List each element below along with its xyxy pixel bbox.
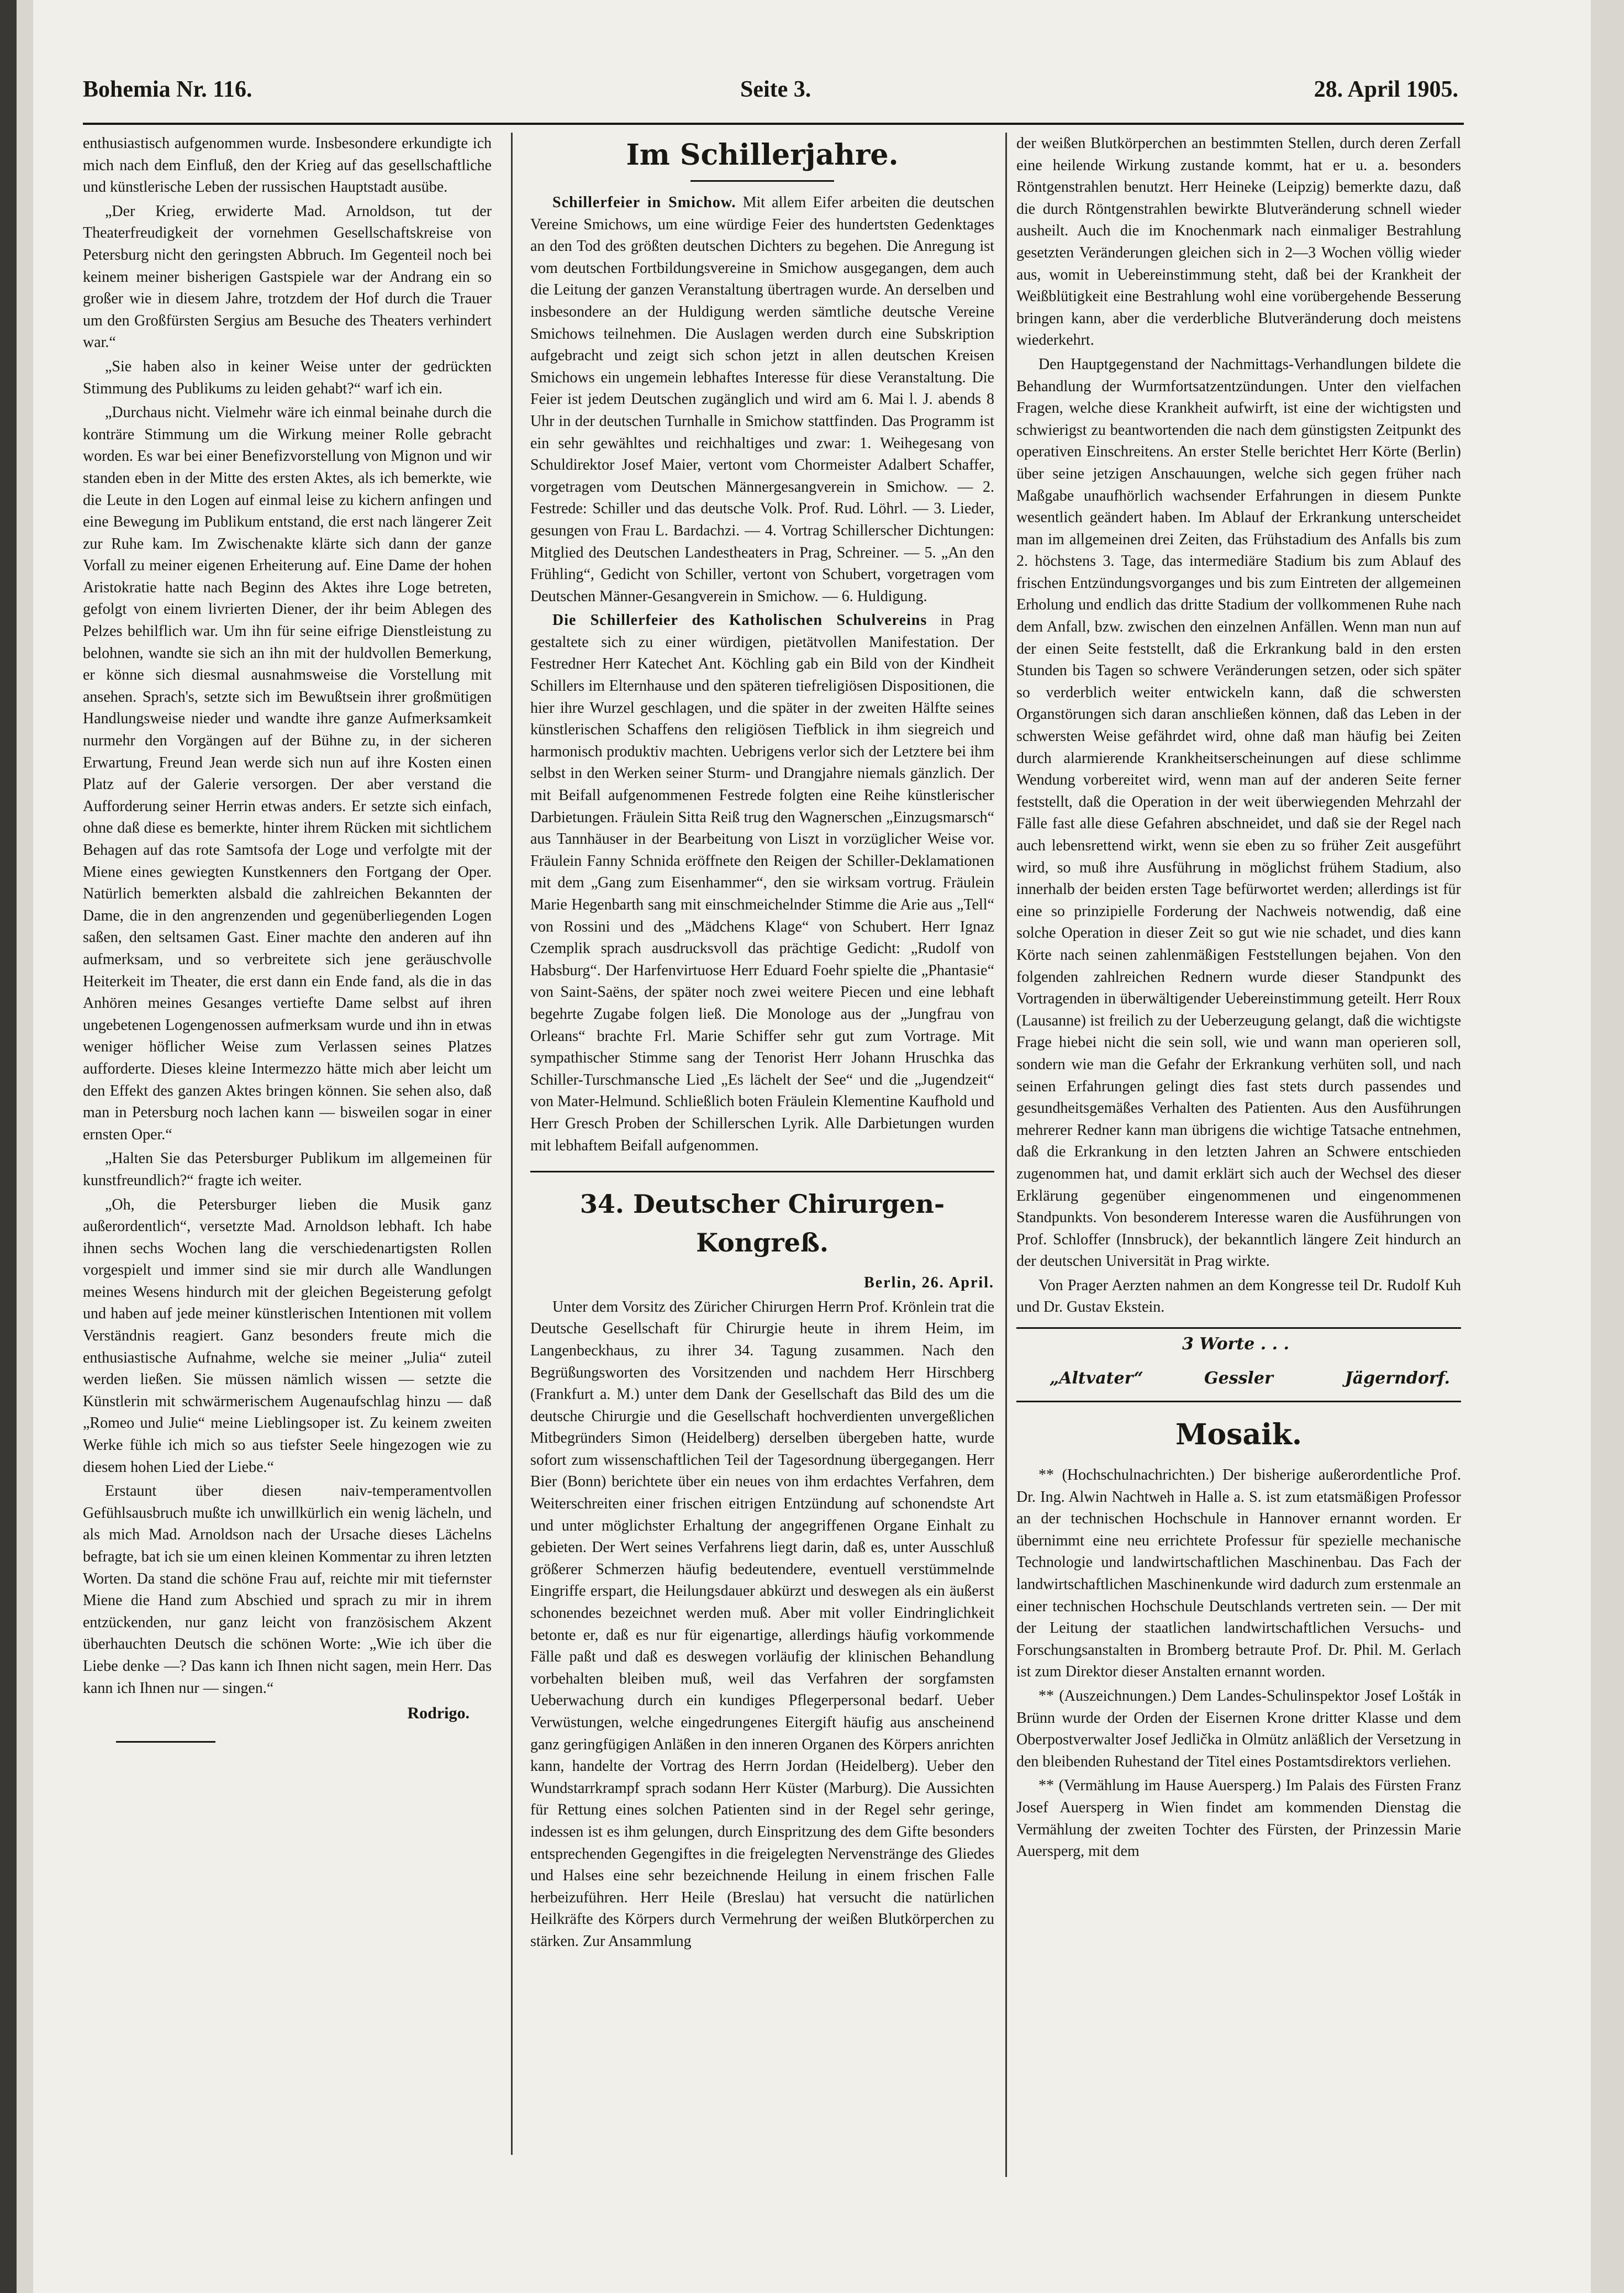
section-title-mosaik: Mosaik. (1175, 1418, 1303, 1452)
article-paragraph: enthusiastisch aufgenommen wurde. Insbesondere erkundigte ich mich nach dem Einfluß, den der Krieg auf das gesellschaftliche und künstlerische Leben der russischen Hauptstadt ausübe. (83, 135, 492, 196)
smichow-lead: Schillerfeier in Smichow. (552, 194, 736, 211)
section-title-kongress: 34. Deutscher Chirurgen-Kongreß. (579, 1189, 945, 1258)
kongress-paragraph: Den Hauptgegenstand der Nachmittags-Verhandlungen bildete die Behandlung der Wurmfortsatzentzündungen. Unter den vielfachen Fragen, welche diese Krankheit aufwirft, ist eine der wichtigsten und schwierigst zu beantwortenden die nach dem günstigsten Zeitpunkt des operativen Einschreitens. An erster Stelle berichtet Herr Körte (Berlin) über seine jetzigen Anschauungen, welche sich gegen früher nach Maßgabe unaufhörlich wachsender Erfahrungen in diesem Punkte wesentlich geändert haben. Im Ablauf der Erkrankung unterscheidet man im allgemeinen drei Zeiten, das Frühstadium des Anfalls bis zum 2. höchstens 3. Tage, das intermediäre Stadium bis zum Ablauf des frischen Entzündungsvorganges und bis zum Eintreten der allgemeinen Erholung und endlich das dritte Stadium der vollkommenen Ruhe nach dem Anfall, bzw. zwischen den einzelnen Anfällen. Wenn man nun auf der einen Seite feststellt, daß die Erkrankung bald in den ersten Stunden bis Tagen so schwere Veränderungen setzen, oder sich später so verderblich weiter entwickeln kann, daß die schwersten Organstörungen sich daran anschließen können, daß das Leben in der schwersten Weise gefährdet wird, ohne daß man häufig bei Zeiten durch alarmierende Krankheitserscheinungen auf diese schlimme Wendung vorbereitet wird, wenn man auf der anderen Seite ferner feststellt, daß die Operation in der weit überwiegenden Mehrzahl der Fälle fast alle diese Gefahren abschneidet, und daß sie der Regel nach auch lebensrettend wirkt, wenn sie eben zu so früher Zeit ausgeführt wird, so muß ihre Ausführung in möglichst frühem Stadium, also innerhalb der beiden ersten Tage befürwortet werden; allerdings ist für eine so prinzipielle Forderung der Nachweis notwendig, daß eine solche Operation in dieser Zeit so gut wie nie schadet, und dies kann Körte nach seinen zahlenmäßigen Feststellungen bejahen. Von den folgenden zahlreichen Rednern wurde dieser Standpunkt des Vortragenden in überwältigender Uebereinstimmung geteilt. Herr Roux (Lausanne) ist freilich zu der Ueberzeugung gelangt, daß die wichtigste Frage hiebei nicht die sein soll, wie und wann man operieren soll, sondern wie man die Gefahr der Erkrankung verhüten soll, und nach seinen Erfahrungen gelingt dies fast stets durch passendes und gesundheitsgemäßes Verhalten des Patienten. Aus den Ausführungen mehrerer Redner kann man übrigens die wichtige Tatsache entnehmen, daß die Erkrankung in den letzten Jahren an Schwere entschieden zugenommen hat, und damit erklärt sich auch der Wechsel des dieser Erklärung gegenüber eingenommenen und eingenommenen Standpunkts. Von besonderem Interesse waren die Ausführungen von Prof. Schloffer (Innsbruck), der bekanntlich längere Zeit hindurch an der deutschen Universität in Prag wirkte. (1016, 355, 1461, 1270)
header-rule (83, 123, 1464, 125)
column-3 (1016, 133, 1461, 2221)
article-paragraph: „Oh, die Petersburger lieben die Musik ganz außerordentlich“, versetzte Mad. Arnoldson lebhaft. Ich habe ihnen sechs Wochen lang die verschiedenartigsten Rollen vorgespielt und immer sind sie mir durch alle Wandlungen meines Wesens hindurch mit der gleichen Begeisterung gefolgt und haben auf jede meiner künstlerischen Intentionen mit vollem Verständnis reagiert. Ganz besonders freute mich die enthusiastische Aufnahme, welche sie meiner „Julia“ zuteil werden ließen. Sie müssen nämlich wissen — setzte die Künstlerin mit schwärmerischem Augenaufschlag hinzu — daß „Romeo und Julie“ meine Lieblingsoper ist. Zu keinem zweiten Werke fühle ich mich so aus tiefster Seele hingezogen wie zu diesem hohen Lied der Liebe.“ (83, 1196, 492, 1476)
mosaik-item: ** (Vermählung im Hause Auersperg.) Im Palais des Fürsten Franz Josef Auersperg in Wien findet am kommenden Dienstag die Vermählung der zweiten Tochter des Fürsten, der Prinzessin Marie Auersperg, mit dem (1016, 1777, 1461, 1860)
article-signature: Rodrigo. (407, 1704, 470, 1723)
article-paragraph: „Durchaus nicht. Vielmehr wäre ich einmal beinahe durch die konträre Stimmung um die Wirkung meiner Rolle gebracht worden. Es war bei einer Benefizvorstellung von Mignon und wir standen eben in der Mitte des ersten Aktes, als ich bemerkte, wie die Leute in den Logen auf einmal leise zu kichern anfingen und eine Bewegung im Publikum entstand, die erst nach längerer Zeit zur Ruhe kam. Im Zwischenakte klärte sich dann der ganze Vorfall zu meiner eigenen Erheiterung auf. Eine Dame der hohen Aristokratie hatte nach Beginn des Aktes ihre Loge betreten, gefolgt von einem livrierten Diener, der ihr beim Ablegen des Pelzes behilflich war. Um ihn für seine eifrige Dienstleistung zu belohnen, wandte sie sich an ihn mit der huldvollen Bemerkung, er könne sich diesmal ausnahmsweise die Vorstellung mit ansehen. Sprach's, setzte sich im Bewußtsein ihrer großmütigen Handlungsweise nieder und wandte ihre ganze Aufmerksamkeit nurmehr den Vorgängen auf der Bühne zu, in der sicheren Erwartung, Freund Jean werde sich nun auf ihre Kosten einen Platz auf der Galerie versorgen. Der aber verstand die Aufforderung seiner Herrin etwas anders. Er setzte sich einfach, ohne daß diese es bemerkte, hinter ihrem Rücken mit sichtlichem Behagen auf das rote Samtsofa der Loge und verfolgte mit der Miene eines gewiegten Kunstkenners den Fortgang der Oper. Natürlich bemerkten alsbald die zahlreichen Bekannten der Dame, die in den angrenzenden und gegenüberliegenden Logen saßen, den seltsamen Gast. Einer machte den anderen auf ihn aufmerksam, und so verbreitete sich jene geräuschvolle Heiterkeit im Theater, die erst dann ein Ende fand, als die in das Anhören meines Gesanges vertiefte Dame selbst auf ihren ungebetenen Logengenossen aufmerksam wurde und ihn in etwas weniger höflicher Weise zum Verlassen seines Platzes aufforderte. Dieses kleine Intermezzo hätte mich aber leicht um den Effekt des ganzen Aktes bringen können. Sie sehen also, daß man in Petersburg noch lachen kann — bisweilen sogar in einer ernsten Oper.“ (83, 404, 492, 1143)
kongress-paragraph: Unter dem Vorsitz des Züricher Chirurgen Herrn Prof. Krönlein trat die Deutsche Gesellschaft für Chirurgie heute in ihrem Heim, im Langenbeckhaus, zu ihrer 34. Tagung zusammen. Nach den Begrüßungsworten des Vorsitzenden und nachdem Herr Hirschberg (Frankfurt a. M.) unter dem Dank der Gesellschaft das Bild des um die deutsche Chirurgie und die Gesellschaft hochverdienten unvergeßlichen Mitbegründers Simon (Heidelberg) derselben übergeben hatte, wurde sofort zum wissenschaftlichen Teil der Tagesordnung übergegangen. Herr Bier (Bonn) berichtete über ein neues von ihm erdachtes Verfahren, dem Weiterschreiten einer frischen eitrigen Entzündung auf schonendste Art und unter möglichster Erhaltung der angegriffenen Organe Einhalt zu gebieten. Der Wert seines Verfahrens liegt darin, daß es, unter Ausschluß größerer Schmerzen häufig bedeutendere, eventuell verstümmelnde Eingriffe erspart, die Heilungsdauer abkürzt und deswegen als ein äußerst schonendes bezeichnet werden muß. Aber mit voller Eindringlichkeit betonte er, daß es nur für eigenartige, allerdings häufig vorkommende Fälle paßt und daß es deswegen vorläufig der klinischen Behandlung vorbehalten bleiben muß, weil das Verfahren der sorgfamsten Ueberwachung durch ein kundiges Pflegerpersonal bedarf. Ueber Verwüstungen, welche eingedrungenes Eitergift häufig aus anscheinend ganz geringfügigen Anläßen in den inneren Organen des Körpers anrichten kann, handelte der Vortrag des Herrn Jordan (Heidelberg). Ueber den Wundstarrkrampf sprach sodann Herr Küster (Marburg). Die Aussichten für Rettung eines solchen Patienten sind in der Regel sehr geringe, indessen ist es ihm gelungen, durch Einspritzung des dem Gifte besonders entsprechenden Gegengiftes in die freigelegten Nervenstränge des Gliedes und Halses eine sehr bezeichnende Heilung in einem frischen Falle herbeizuführen. Herr Heile (Breslau) hat versucht die natürlichen Heilkräfte des Körpers durch Vermehrung der weißen Blutkörperchen zu stärken. Zur Ansammlung (530, 1298, 994, 1950)
end-rule (116, 1741, 215, 1743)
header-issue: Bohemia Nr. 116. (83, 77, 252, 102)
title-underline (690, 180, 834, 182)
column-1 (83, 133, 492, 2166)
header-date: 28. April 1905. (1314, 77, 1458, 102)
kongress-dateline: Berlin, 26. April. (864, 1274, 994, 1292)
advertisement (1016, 1327, 1461, 1402)
mosaik-item: ** (Hochschulnachrichten.) Der bisherige außerordentliche Prof. Dr. Ing. Alwin Nachtweh in Halle a. S. ist zum etatsmäßigen Professor an der technischen Hochschule in Hannover ernannt worden. Er übernimmt eine neu errichtete Professur für spezielle mechanische Technologie und landwirtschaftlichen Maschinenbau. Das Fach der landwirtschaftlichen Maschinenkunde wird dadurch zum erstenmale an einer technischen Hochschule Deutschlands vertreten sein. — Der mit der Leitung der staatlichen landwirtschaftlichen Versuchs- und Forschungsanstalten in Bromberg betraute Prof. Dr. Phil. M. Gerlach ist zum Direktor dieser Anstalten ernannt worden. (1016, 1466, 1461, 1681)
page-header (83, 76, 1458, 109)
section-rule (530, 1171, 994, 1172)
column-divider-2 (1005, 133, 1007, 2177)
article-paragraph: „Halten Sie das Petersburger Publikum im allgemeinen für kunstfreundlich?“ fragte ich weiter. (83, 1150, 492, 1189)
scan-edge (0, 0, 17, 2293)
article-paragraph: Erstaunt über diesen naiv-temperamentvollen Gefühlsausbruch mußte ich unwillkürlich ein wenig lächeln, und als mich Mad. Arnoldson nach der Ursache dieses Lächelns befragte, bat ich sie um einen kleinen Kommentar zu ihren letzten Worten. Da stand die schöne Frau auf, reichte mir mit tiefernster Miene die Hand zum Abschied und sprach zu mir in ihrem entzückenden, nur ganz leicht von französischem Akzent überhauchten Deutsch die schönen Worte: „Wie ich über die Liebe denke —? Das kann ich Ihnen nicht sagen, mein Herr. Das kann ich Ihnen nur — singen.“ (83, 1482, 492, 1697)
mosaik-item: ** (Auszeichnungen.) Dem Landes-Schulinspektor Josef Lošták in Brünn wurde der Orden der Eisernen Krone dritter Klasse und dem Oberpostverwalter Josef Jedlička in Olmütz anläßlich der Versetzung in den bleibenden Ruhestand der Titel eines Postamtsdirektors verliehen. (1016, 1687, 1461, 1770)
article-paragraph: „Sie haben also in keiner Weise unter der gedrückten Stimmung des Publikums zu leiden gehabt?“ warf ich ein. (83, 357, 492, 397)
smichow-paragraph (530, 192, 994, 607)
ad-tagline: 3 Worte . . . (1182, 1334, 1289, 1354)
header-page-number: Seite 3. (740, 77, 811, 102)
katholisch-text: in Prag gestaltete sich zu einer würdigen, pietätvollen Manifestation. Der Festredner Herr Katechet Ant. Köchling gab ein Bild von der Kindheit Schillers im Elternhause und den späteren tiefreligiösen Dispositionen, die hier ihre Wurzel geschlagen, und die später in der zweiten Hälfte seines künstlerischen Schaffens den religiösen Tiefblick in ihm siegreich und harmonisch produktiv machten. Uebrigens verlor sich der Letztere bei ihm selbst in den Werken seiner Sturm- und Drangjahre niemals gänzlich. Der mit Beifall aufgenommenen Festrede folgten eine Reihe künstlerischer Darbietungen. Fräulein Sitta Reiß trug den Wagnerschen „Einzugsmarsch“ aus Tannhäuser in der Bearbeitung von Liszt in vorzüglicher Weise vor. Fräulein Fanny Schnida eröffnete den Reigen der Schiller-Deklamationen mit dem „Gang zum Eisenhammer“, den sie wirksam vortrug. Fräulein Marie Hegenbarth sang mit einschmeichelnder Stimme die Arie aus „Tell“ von Rossini und des „Mädchens Klage“ von Schubert. Herr Ignaz Czemplik sprach ausdrucksvoll das prächtige Gedicht: „Rudolf von Habsburg“. Der Harfenvirtuose Herr Eduard Foehr spielte die „Phantasie“ von Saint-Saëns, der später noch zwei weitere Piecen und eine lebhaft begehrte Zugabe folgen ließ. Die Monologe aus der „Jungfrau von Orleans“ brachte Frl. Marie Schiffer sehr gut zum Vortrage. Mit sympathischer Stimme sang der Tenorist Herr Johann Hruschka das Schiller-Turschmansche Lied „Es lächelt der See“ und die „Jugendzeit“ von Mater-Helmund. Schließlich boten Fräulein Klementine Kaufhold und Herr Gresch Proben der Schillerschen Lyrik. Alle Darbietungen wurden mit lebhaftem Beifall aufgenommen. (530, 612, 994, 1154)
column-divider-1 (511, 133, 513, 2155)
katholisch-paragraph (530, 609, 994, 1156)
katholisch-lead: Die Schillerfeier des Katholischen Schulvereins (552, 612, 927, 629)
ad-maker: Gessler (1204, 1369, 1273, 1389)
kongress-attendees: Von Prager Aerzten nahmen an dem Kongresse teil Dr. Rudolf Kuh und Dr. Gustav Ekstein. (1016, 1276, 1461, 1316)
column-2 (530, 133, 994, 2177)
kongress-continuation: der weißen Blutkörperchen an bestimmten Stellen, durch deren Zerfall eine heilende Wirkung zustande kommt, hat er u. a. besonders Röntgenstrahlen benutzt. Herr Heineke (Leipzig) bemerkte dazu, daß die durch Röntgenstrahlen bewirkte Blutveränderung schnell wieder ausheilt. Auch die im Knochenmark nach einmaliger Bestrahlung gesetzten Veränderungen gleichen sich in 2—3 Wochen völlig wieder aus, womit in Uebereinstimmung steht, daß bei der Krankheit der Weißblütigkeit eine Bestrahlung wohl eine vorübergehende Besserung bringen kann, aber die verderbliche Blutveränderung doch meistens wiederkehrt. (1016, 135, 1461, 349)
ad-place: Jägerndorf. (1344, 1369, 1450, 1389)
section-title-schillerjahr: Im Schillerjahre. (626, 138, 899, 172)
article-paragraph: „Der Krieg, erwiderte Mad. Arnoldson, tut der Theaterfreudigkeit der vornehmen Gesellschaftskreise von Petersburg nicht den geringsten Abbruch. Im Gegenteil noch bei keinem meiner bisherigen Gastspiele war der Andrang ein so großer wie in diesem Jahre, trotzdem der Hof durch die Trauer um den Großfürsten Sergius am Besuche des Theaters verhindert war.“ (83, 202, 492, 351)
smichow-text: Mit allem Eifer arbeiten die deutschen Vereine Smichows, um eine würdige Feier des hundertsten Gedenktages an den Tod des größten deutschen Dichters zu begehen. Die Anregung ist vom deutschen Fortbildungsvereine in Smichow ausgegangen, dem auch die Leitung der ganzen Veranstaltung übertragen wurde. An derselben und insbesondere an der Huldigung werden sämtliche deutsche Vereine Smichows teilnehmen. Die Auslagen werden durch eine Subskription aufgebracht und zeigt sich schon jetzt in allen deutschen Kreisen Smichows ein ungemein lebhaftes Interesse für diese Veranstaltung. Die Feier ist jedem Deutschen zugänglich und wird am 6. Mai l. J. abends 8 Uhr in der deutschen Turnhalle in Smichow stattfinden. Das Programm ist ein sehr gewähltes und reichhaltiges und zwar: 1. Weihegesang von Schuldirektor Josef Maier, vertont vom Chormeister Adalbert Schaffer, vorgetragen vom Deutschen Männergesangverein in Smichow. — 2. Festrede: Schiller und das deutsche Volk. Prof. Rud. Löhrl. — 3. Lieder, gesungen von Frau L. Bardachzi. — 4. Vortrag Schillerscher Dichtungen: Mitglied des Deutschen Landestheaters in Prag, Schreiner. — 5. „An den Frühling“, Gedicht von Schiller, vertont von Schubert, vorgetragen vom Deutschen Männer-Gesangverein in Smichow. — 6. Huldigung. (530, 194, 994, 605)
ad-brand: „Altvater“ (1050, 1369, 1143, 1389)
